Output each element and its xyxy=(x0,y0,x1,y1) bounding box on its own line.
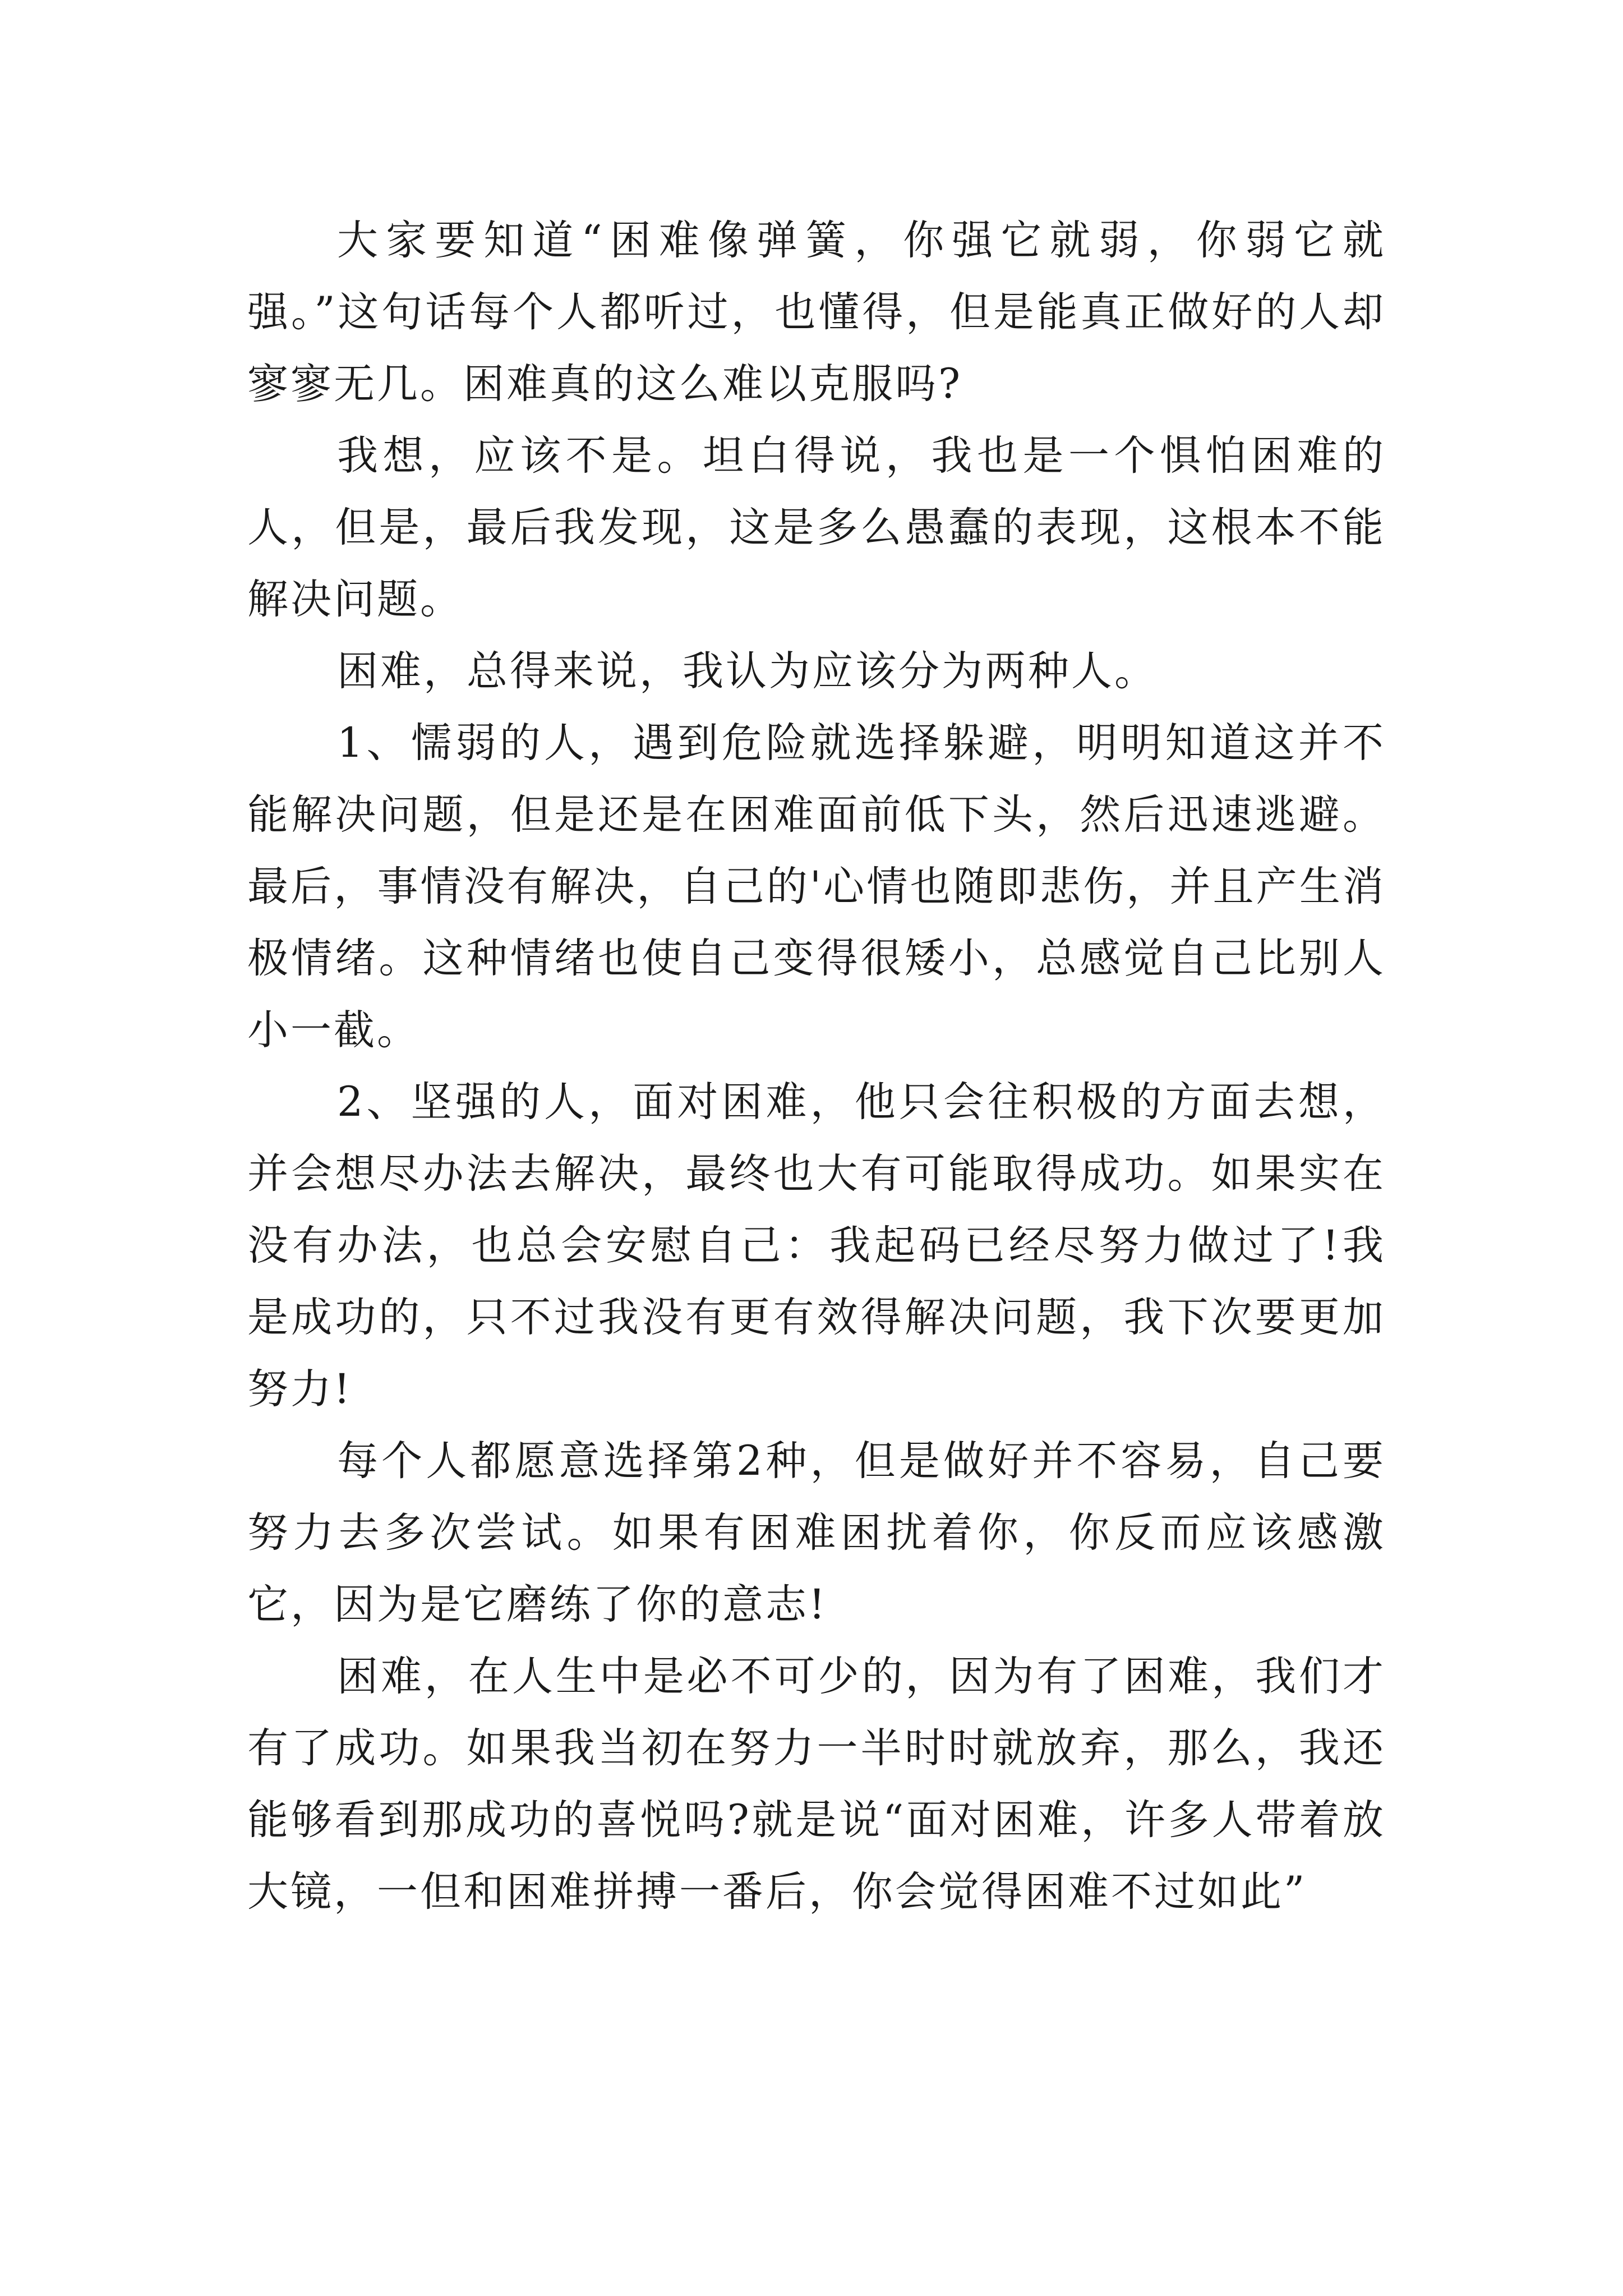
paragraph-2: 我想，应该不是。坦白得说，我也是一个惧怕困难的人，但是，最后我发现，这是多么愚蠢的表现，这根本不能解决问题。 xyxy=(247,432,1386,623)
paragraph-4: 1、懦弱的人，遇到危险就选择躲避，明明知道这并不能解决问题，但是还是在困难面前低下头，然后迅速逃避。最后，事情没有解决，自己的'心情也随即悲伤，并且产生消极情绪。这种情绪也使自己变得很矮小，总感觉自己比别人小一截。 xyxy=(247,719,1386,1054)
document-body xyxy=(247,205,1386,1928)
paragraph-3: 困难，总得来说，我认为应该分为两种人。 xyxy=(337,647,1158,695)
paragraph-1: 大家要知道“困难像弹簧，你强它就弱，你弱它就强。”这句话每个人都听过，也懂得，但是能真正做好的人却寥寥无几。困难真的这么难以克服吗? xyxy=(247,217,1386,408)
paragraph-6: 每个人都愿意选择第2种，但是做好并不容易，自己要努力去多次尝试。如果有困难困扰着你，你反而应该感激它，因为是它磨练了你的意志! xyxy=(247,1437,1386,1628)
paragraph-7: 困难，在人生中是必不可少的，因为有了困难，我们才有了成功。如果我当初在努力一半时时就放弃，那么，我还能够看到那成功的喜悦吗?就是说“面对困难，许多人带着放大镜，一但和困难拼搏一番后，你会觉得困难不过如此” xyxy=(247,1653,1386,1916)
paragraph-5: 2、坚强的人，面对困难，他只会往积极的方面去想，并会想尽办法去解决，最终也大有可能取得成功。如果实在没有办法，也总会安慰自己：我起码已经尽努力做过了!我是成功的，只不过我没有更有效得解决问题，我下次要更加努力! xyxy=(247,1078,1386,1413)
